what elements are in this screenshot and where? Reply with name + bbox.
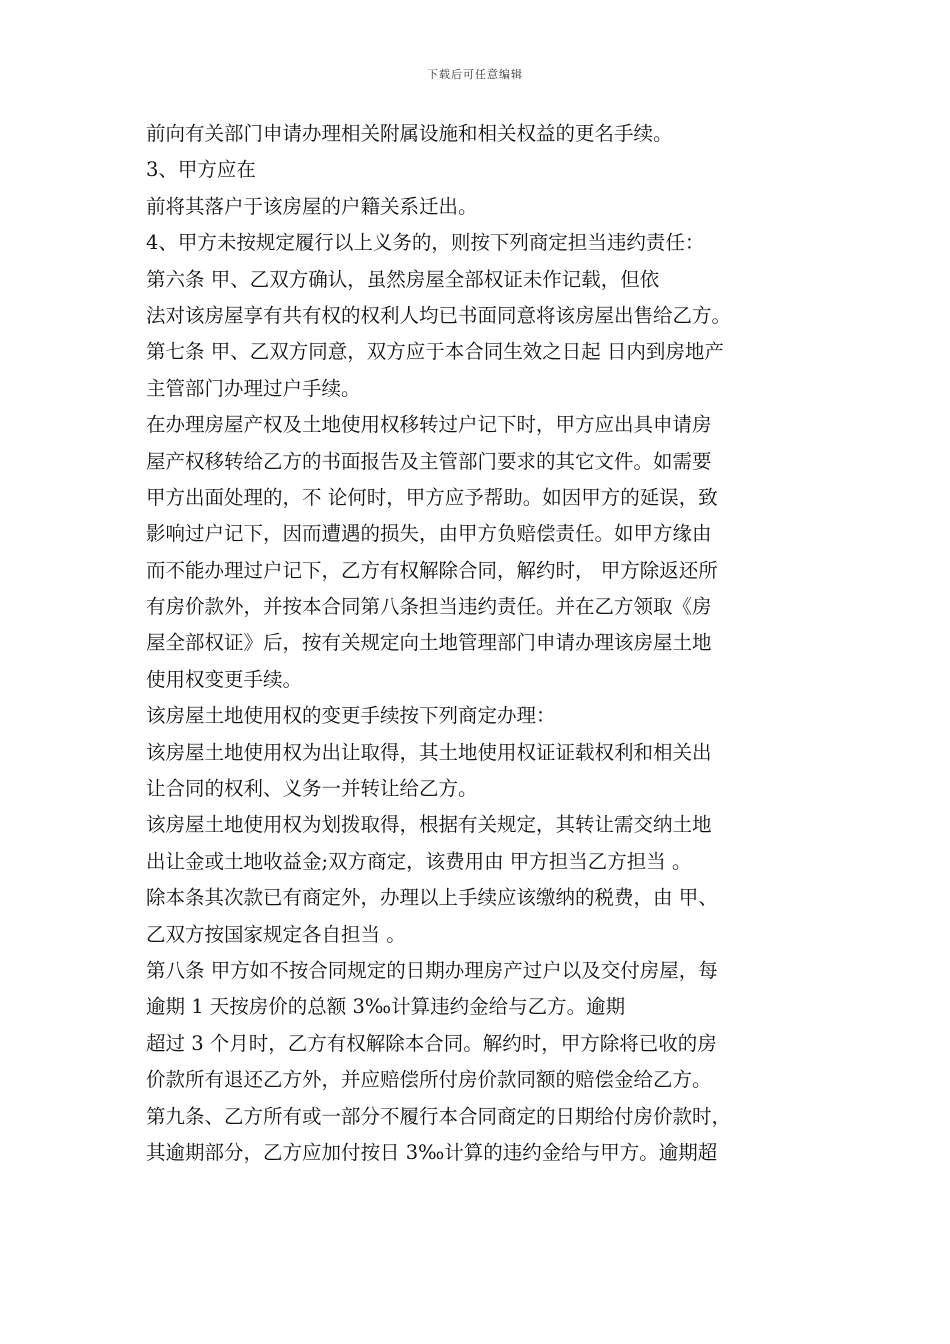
text-line: 主管部门办理过户手续。 xyxy=(146,376,361,400)
text-line: 让合同的权利、义务一并转让给乙方。 xyxy=(146,777,478,801)
text-line: 甲方出面处理的，不 论何时，甲方应予帮助。如因甲方的延误，致 xyxy=(146,485,718,509)
text-line: 4、甲方未按规定履行以上义务的，则按下列商定担当违约责任： xyxy=(146,231,705,255)
text-line: 该房屋土地使用权为出让取得，其土地使用权证证载权利和相关出 xyxy=(146,740,712,764)
text-line: 第六条 甲、乙双方确认，虽然房屋全部权证未作记载，但依 xyxy=(146,267,660,291)
text-line: 屋产权移转给乙方的书面报告及主管部门要求的其它文件。如需要 xyxy=(146,449,712,473)
text-line: 第九条、乙方所有或一部分不履行本合同商定的日期给付房价款时， xyxy=(146,1104,732,1128)
text-line: 除本条其次款已有商定外，办理以上手续应该缴纳的税费，由 甲、 xyxy=(146,886,718,910)
text-line: 屋全部权证》后，按有关规定向土地管理部门申请办理该房屋土地 xyxy=(146,631,712,655)
text-line: 前将其落户于该房屋的户籍关系迁出。 xyxy=(146,194,478,218)
page-header: 下载后可任意编辑 xyxy=(427,68,523,81)
text-line: 法对该房屋享有共有权的权利人均已书面同意将该房屋出售给乙方。 xyxy=(146,303,732,327)
document-body xyxy=(146,116,826,1171)
text-line: 第七条 甲、乙双方同意，双方应于本合同生效之日起 日内到房地产 xyxy=(146,340,724,364)
text-line: 而不能办理过户记下，乙方有权解除合同，解约时， 甲方除返还所 xyxy=(146,558,718,582)
text-line: 在办理房屋产权及土地使用权移转过户记下时，甲方应出具申请房 xyxy=(146,413,712,437)
text-line: 有房价款外，并按本合同第八条担当违约责任。并在乙方领取《房 xyxy=(146,595,712,619)
text-line: 超过 3 个月时，乙方有权解除本合同。解约时，甲方除将已收的房 xyxy=(146,1031,717,1055)
text-line: 前向有关部门申请办理相关附属设施和相关权益的更名手续。 xyxy=(146,122,673,145)
text-line: 第八条 甲方如不按合同规定的日期办理房产过户以及交付房屋，每 xyxy=(146,958,718,982)
text-line: 价款所有退还乙方外，并应赔偿所付房价款同额的赔偿金给乙方。 xyxy=(146,1068,712,1092)
text-line: 逾期 1 天按房价的总额 3‰计算违约金给与乙方。逾期 xyxy=(146,995,626,1019)
text-line: 3、甲方应在 xyxy=(146,158,256,182)
text-line: 该房屋土地使用权的变更手续按下列商定办理： xyxy=(146,704,556,728)
text-line: 出让金或土地收益金;双方商定，该费用由 甲方担当乙方担当 。 xyxy=(146,849,692,873)
text-line: 该房屋土地使用权为划拨取得，根据有关规定，其转让需交纳土地 xyxy=(146,813,712,837)
text-line: 其逾期部分，乙方应加付按日 3‰计算的违约金给与甲方。逾期超 xyxy=(146,1140,718,1164)
text-line: 使用权变更手续。 xyxy=(146,667,303,691)
text-line: 影响过户记下，因而遭遇的损失，由甲方负赔偿责任。如甲方缘由 xyxy=(146,522,712,546)
text-line: 乙双方按国家规定各自担当 。 xyxy=(146,922,406,946)
